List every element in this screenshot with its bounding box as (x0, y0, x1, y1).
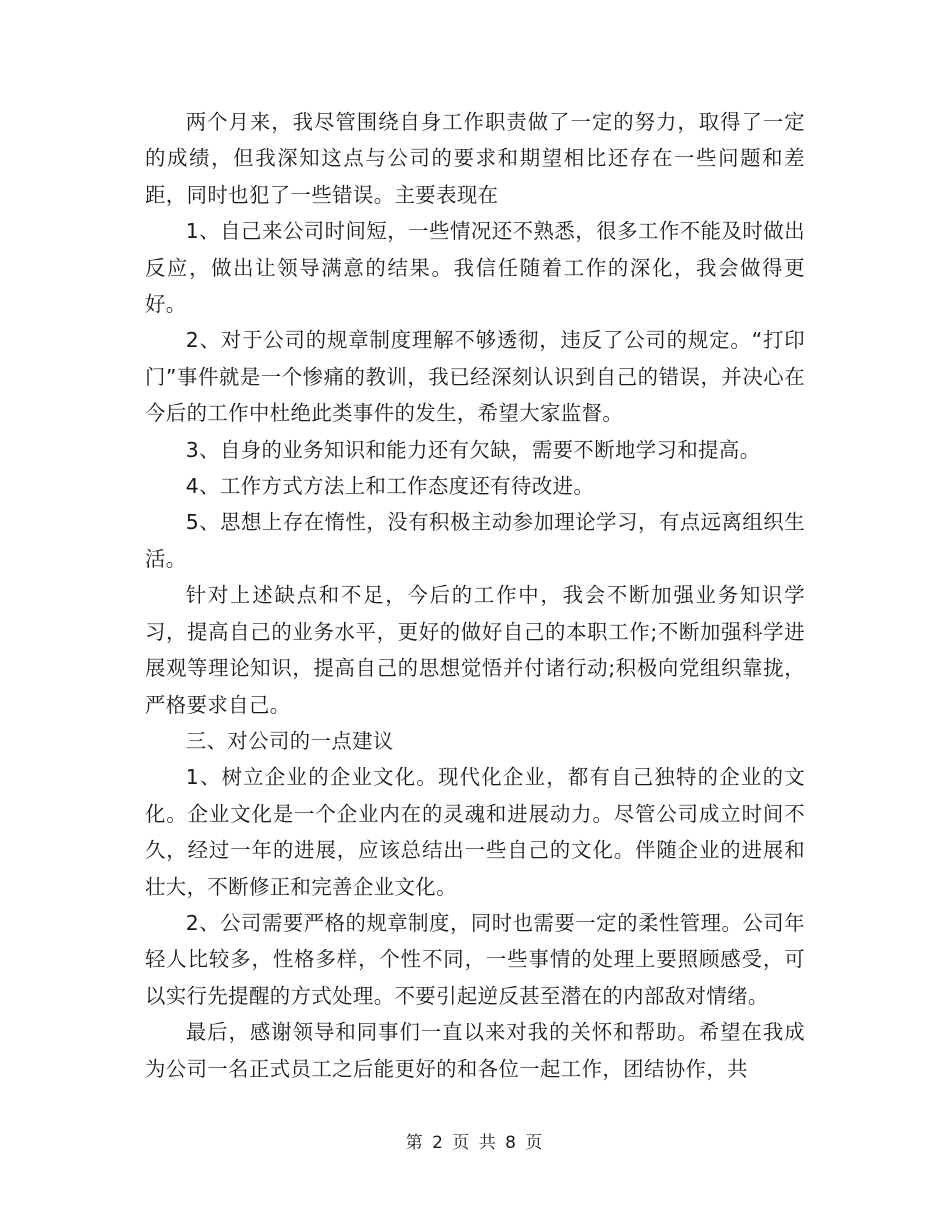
paragraph-point-1: 1、自己来公司时间短，一些情况还不熟悉，很多工作不能及时做出反应，做出让领导满意的结果。我信任随着工作的深化，我会做得更好。 (145, 219, 805, 317)
paragraph-point-3: 3、自身的业务知识和能力还有欠缺，需要不断地学习和提高。 (185, 437, 761, 462)
paragraph-closing: 最后，感谢领导和同事们一直以来对我的关怀和帮助。希望在我成为公司一名正式员工之后能更好的和各位一起工作，团结协作，共 (145, 1020, 805, 1081)
paragraph-point-2: 2、对于公司的规章制度理解不够透彻，违反了公司的规定。“打印门”事件就是一个惨痛的教训，我已经深刻认识到自己的错误，并决心在今后的工作中杜绝此类事件的发生，希望大家监督。 (145, 328, 805, 426)
section-heading-suggestions: 三、对公司的一点建议 (185, 728, 394, 753)
paragraph-improvement: 针对上述缺点和不足，今后的工作中，我会不断加强业务知识学习，提高自己的业务水平，更好的做好自己的本职工作;不断加强科学进展观等理论知识，提高自己的思想觉悟并付诸行动;积极向党组织靠拢，严格要求自己。 (145, 583, 805, 717)
paragraph-suggestion-1: 1、树立企业的企业文化。现代化企业，都有自己独特的企业的文化。企业文化是一个企业内在的灵魂和进展动力。尽管公司成立时间不久，经过一年的进展，应该总结出一些自己的文化。伴随企业的进展和壮大，不断修正和完善企业文化。 (145, 765, 805, 899)
paragraph-summary: 两个月来，我尽管围绕自身工作职责做了一定的努力，取得了一定的成绩，但我深知这点与公司的要求和期望相比还存在一些问题和差距，同时也犯了一些错误。主要表现在 (145, 110, 805, 207)
page-number-footer: 第 2 页 共 8 页 (405, 1133, 545, 1153)
document-body (145, 104, 805, 1087)
paragraph-suggestion-2: 2、公司需要严格的规章制度，同时也需要一定的柔性管理。公司年轻人比较多，性格多样，个性不同，一些事情的处理上要照顾感受，可以实行先提醒的方式处理。不要引起逆反甚至潜在的内部敌对情绪。 (145, 910, 805, 1008)
paragraph-point-4: 4、工作方式方法上和工作态度还有待改进。 (185, 474, 595, 499)
paragraph-point-5: 5、思想上存在惰性，没有积极主动参加理论学习，有点远离组织生活。 (145, 510, 805, 571)
